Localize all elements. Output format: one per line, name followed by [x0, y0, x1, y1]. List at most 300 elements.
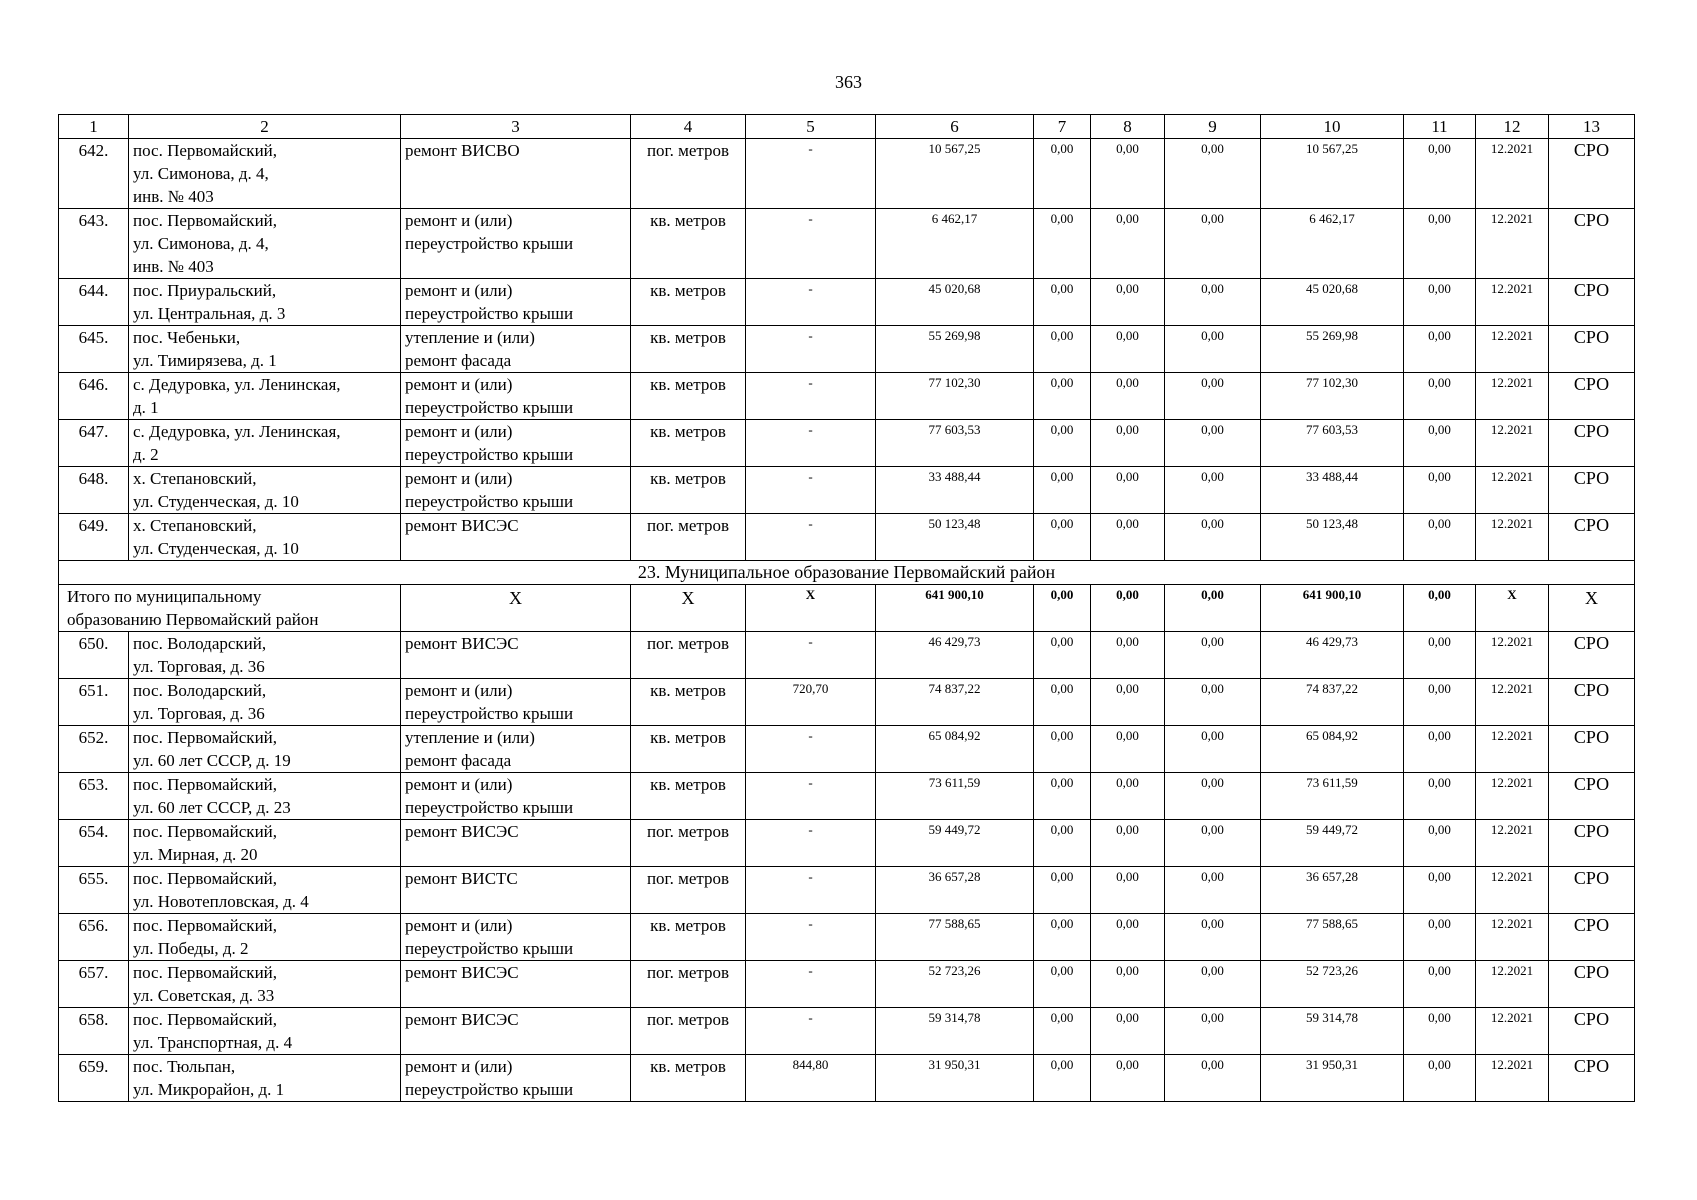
work-type-cell [401, 726, 631, 773]
value-cell-c6: 65 084,92 [876, 726, 1034, 773]
address-cell-line: пос. Первомайский, [133, 916, 278, 935]
address-cell-line: с. Дедуровка, ул. Ленинская, [133, 375, 341, 394]
table-row [59, 373, 1635, 420]
work-type-cell [401, 279, 631, 326]
row-number: 646. [59, 373, 129, 420]
value-cell-c11: 0,00 [1404, 326, 1476, 373]
value-cell-c9: 0,00 [1165, 726, 1261, 773]
value-cell-c11: 0,00 [1404, 820, 1476, 867]
table-row [59, 726, 1635, 773]
value-cell-c8: 0,00 [1091, 420, 1165, 467]
address-cell-line: с. Дедуровка, ул. Ленинская, [133, 422, 341, 441]
value-cell-c5: - [746, 514, 876, 561]
value-cell-c9: 0,00 [1165, 139, 1261, 209]
value-cell-c9: 0,00 [1165, 679, 1261, 726]
total-c3: X [401, 585, 631, 632]
executor-cell: СРО [1549, 209, 1635, 279]
address-cell-line: пос. Первомайский, [133, 869, 278, 888]
value-cell-c11: 0,00 [1404, 279, 1476, 326]
value-cell-c10: 77 102,30 [1261, 373, 1404, 420]
value-cell-c5: - [746, 139, 876, 209]
value-cell-c11: 0,00 [1404, 726, 1476, 773]
value-cell-c10: 65 084,92 [1261, 726, 1404, 773]
address-cell-line: инв. № 403 [133, 187, 214, 206]
value-cell-c8: 0,00 [1091, 514, 1165, 561]
total-c13: X [1549, 585, 1635, 632]
value-cell-c8: 0,00 [1091, 961, 1165, 1008]
value-cell-c5: - [746, 1008, 876, 1055]
value-cell-c10: 36 657,28 [1261, 867, 1404, 914]
value-cell-c12: 12.2021 [1476, 726, 1549, 773]
address-cell [129, 139, 401, 209]
column-header-5: 5 [746, 115, 876, 139]
address-cell-line: ул. Новотепловская, д. 4 [133, 892, 309, 911]
work-type-cell [401, 139, 631, 209]
row-number: 651. [59, 679, 129, 726]
address-cell-line: пос. Чебеньки, [133, 328, 241, 347]
value-cell-c7: 0,00 [1034, 1055, 1091, 1102]
value-cell-c12: 12.2021 [1476, 139, 1549, 209]
address-cell-line: инв. № 403 [133, 257, 214, 276]
value-cell-c6: 31 950,31 [876, 1055, 1034, 1102]
value-cell-c12: 12.2021 [1476, 820, 1549, 867]
work-type-cell-line: утепление и (или) [405, 728, 535, 747]
unit-cell: кв. метров [631, 373, 746, 420]
section-title: 23. Муниципальное образование Первомайский район [59, 561, 1635, 585]
value-cell-c5: - [746, 914, 876, 961]
table-row [59, 514, 1635, 561]
value-cell-c8: 0,00 [1091, 373, 1165, 420]
total-label-line: образованию Первомайский район [67, 610, 319, 629]
value-cell-c5: - [746, 773, 876, 820]
address-cell [129, 867, 401, 914]
unit-cell: пог. метров [631, 820, 746, 867]
value-cell-c7: 0,00 [1034, 961, 1091, 1008]
value-cell-c6: 55 269,98 [876, 326, 1034, 373]
address-cell-line: пос. Первомайский, [133, 1010, 278, 1029]
value-cell-c7: 0,00 [1034, 679, 1091, 726]
address-cell-line: пос. Первомайский, [133, 141, 278, 160]
value-cell-c8: 0,00 [1091, 139, 1165, 209]
value-cell-c10: 46 429,73 [1261, 632, 1404, 679]
work-type-cell [401, 961, 631, 1008]
value-cell-c8: 0,00 [1091, 1008, 1165, 1055]
value-cell-c7: 0,00 [1034, 726, 1091, 773]
work-type-cell [401, 373, 631, 420]
work-type-cell [401, 1008, 631, 1055]
value-cell-c11: 0,00 [1404, 632, 1476, 679]
value-cell-c12: 12.2021 [1476, 373, 1549, 420]
value-cell-c5: - [746, 209, 876, 279]
row-number: 658. [59, 1008, 129, 1055]
unit-cell: кв. метров [631, 420, 746, 467]
value-cell-c10: 59 314,78 [1261, 1008, 1404, 1055]
address-cell-line: пос. Тюльпан, [133, 1057, 236, 1076]
work-type-cell [401, 632, 631, 679]
unit-cell: пог. метров [631, 1008, 746, 1055]
address-cell-line: ул. Победы, д. 2 [133, 939, 249, 958]
value-cell-c9: 0,00 [1165, 326, 1261, 373]
work-type-cell-line: ремонт фасада [405, 351, 512, 370]
column-header-6: 6 [876, 115, 1034, 139]
address-cell [129, 961, 401, 1008]
work-type-cell-line: переустройство крыши [405, 234, 574, 253]
executor-cell: СРО [1549, 139, 1635, 209]
total-c12: X [1476, 585, 1549, 632]
value-cell-c6: 45 020,68 [876, 279, 1034, 326]
value-cell-c7: 0,00 [1034, 373, 1091, 420]
value-cell-c10: 74 837,22 [1261, 679, 1404, 726]
total-c10: 641 900,10 [1261, 585, 1404, 632]
value-cell-c8: 0,00 [1091, 279, 1165, 326]
executor-cell: СРО [1549, 820, 1635, 867]
value-cell-c9: 0,00 [1165, 961, 1261, 1008]
address-cell-line: ул. 60 лет СССР, д. 19 [133, 751, 291, 770]
work-type-cell-line: ремонт и (или) [405, 281, 513, 300]
value-cell-c9: 0,00 [1165, 467, 1261, 514]
row-number: 655. [59, 867, 129, 914]
total-c5: X [746, 585, 876, 632]
column-header-4: 4 [631, 115, 746, 139]
value-cell-c6: 50 123,48 [876, 514, 1034, 561]
value-cell-c6: 10 567,25 [876, 139, 1034, 209]
column-header-7: 7 [1034, 115, 1091, 139]
row-number: 654. [59, 820, 129, 867]
column-header-8: 8 [1091, 115, 1165, 139]
executor-cell: СРО [1549, 373, 1635, 420]
value-cell-c12: 12.2021 [1476, 679, 1549, 726]
unit-cell: пог. метров [631, 961, 746, 1008]
unit-cell: кв. метров [631, 726, 746, 773]
value-cell-c7: 0,00 [1034, 467, 1091, 514]
work-type-cell-line: ремонт и (или) [405, 775, 513, 794]
value-cell-c9: 0,00 [1165, 820, 1261, 867]
row-number: 653. [59, 773, 129, 820]
work-type-cell-line: переустройство крыши [405, 1080, 574, 1099]
value-cell-c5: - [746, 279, 876, 326]
address-cell [129, 679, 401, 726]
table-row [59, 326, 1635, 373]
value-cell-c12: 12.2021 [1476, 467, 1549, 514]
column-header-12: 12 [1476, 115, 1549, 139]
value-cell-c12: 12.2021 [1476, 514, 1549, 561]
value-cell-c8: 0,00 [1091, 467, 1165, 514]
value-cell-c9: 0,00 [1165, 773, 1261, 820]
row-number: 659. [59, 1055, 129, 1102]
executor-cell: СРО [1549, 1008, 1635, 1055]
value-cell-c11: 0,00 [1404, 139, 1476, 209]
column-header-2: 2 [129, 115, 401, 139]
value-cell-c12: 12.2021 [1476, 326, 1549, 373]
address-cell-line: ул. Мирная, д. 20 [133, 845, 258, 864]
work-type-cell [401, 326, 631, 373]
work-type-cell [401, 467, 631, 514]
value-cell-c11: 0,00 [1404, 373, 1476, 420]
table-row [59, 961, 1635, 1008]
value-cell-c10: 10 567,25 [1261, 139, 1404, 209]
value-cell-c11: 0,00 [1404, 1055, 1476, 1102]
work-type-cell-line: переустройство крыши [405, 398, 574, 417]
row-number: 642. [59, 139, 129, 209]
value-cell-c6: 46 429,73 [876, 632, 1034, 679]
address-cell [129, 914, 401, 961]
work-type-cell-line: ремонт и (или) [405, 469, 513, 488]
table-row [59, 279, 1635, 326]
column-header-1: 1 [59, 115, 129, 139]
unit-cell: пог. метров [631, 139, 746, 209]
address-cell [129, 279, 401, 326]
unit-cell: кв. метров [631, 773, 746, 820]
value-cell-c7: 0,00 [1034, 514, 1091, 561]
work-type-cell-line: ремонт ВИСЭС [405, 1010, 519, 1029]
address-cell [129, 420, 401, 467]
executor-cell: СРО [1549, 726, 1635, 773]
address-cell-line: пос. Первомайский, [133, 211, 278, 230]
value-cell-c12: 12.2021 [1476, 420, 1549, 467]
value-cell-c9: 0,00 [1165, 514, 1261, 561]
value-cell-c12: 12.2021 [1476, 773, 1549, 820]
row-number: 650. [59, 632, 129, 679]
value-cell-c8: 0,00 [1091, 820, 1165, 867]
work-type-cell-line: переустройство крыши [405, 304, 574, 323]
value-cell-c12: 12.2021 [1476, 1008, 1549, 1055]
value-cell-c6: 77 102,30 [876, 373, 1034, 420]
value-cell-c8: 0,00 [1091, 632, 1165, 679]
value-cell-c6: 6 462,17 [876, 209, 1034, 279]
value-cell-c7: 0,00 [1034, 279, 1091, 326]
table-row [59, 420, 1635, 467]
value-cell-c12: 12.2021 [1476, 961, 1549, 1008]
value-cell-c8: 0,00 [1091, 773, 1165, 820]
value-cell-c5: - [746, 726, 876, 773]
value-cell-c12: 12.2021 [1476, 914, 1549, 961]
value-cell-c6: 77 588,65 [876, 914, 1034, 961]
address-cell-line: пос. Первомайский, [133, 822, 278, 841]
value-cell-c10: 45 020,68 [1261, 279, 1404, 326]
value-cell-c7: 0,00 [1034, 773, 1091, 820]
table-row [59, 820, 1635, 867]
work-type-cell-line: ремонт и (или) [405, 375, 513, 394]
address-cell-line: ул. Торговая, д. 36 [133, 657, 265, 676]
value-cell-c7: 0,00 [1034, 209, 1091, 279]
value-cell-c5: - [746, 420, 876, 467]
executor-cell: СРО [1549, 420, 1635, 467]
work-type-cell-line: ремонт и (или) [405, 681, 513, 700]
address-cell [129, 373, 401, 420]
unit-cell: кв. метров [631, 467, 746, 514]
table-row [59, 467, 1635, 514]
value-cell-c10: 59 449,72 [1261, 820, 1404, 867]
row-number: 656. [59, 914, 129, 961]
address-cell-line: д. 1 [133, 398, 159, 417]
work-type-cell [401, 679, 631, 726]
total-c11: 0,00 [1404, 585, 1476, 632]
address-cell [129, 726, 401, 773]
section-row [59, 561, 1635, 585]
value-cell-c12: 12.2021 [1476, 632, 1549, 679]
work-type-cell-line: переустройство крыши [405, 798, 574, 817]
unit-cell: кв. метров [631, 279, 746, 326]
address-cell-line: пос. Первомайский, [133, 775, 278, 794]
row-number: 648. [59, 467, 129, 514]
value-cell-c11: 0,00 [1404, 420, 1476, 467]
total-label [59, 585, 401, 632]
value-cell-c11: 0,00 [1404, 867, 1476, 914]
work-type-cell [401, 820, 631, 867]
address-cell-line: пос. Володарский, [133, 681, 267, 700]
value-cell-c11: 0,00 [1404, 467, 1476, 514]
executor-cell: СРО [1549, 961, 1635, 1008]
row-number: 644. [59, 279, 129, 326]
unit-cell: пог. метров [631, 632, 746, 679]
table-row [59, 773, 1635, 820]
value-cell-c6: 33 488,44 [876, 467, 1034, 514]
work-type-cell-line: ремонт ВИСЭС [405, 963, 519, 982]
table-row [59, 867, 1635, 914]
value-cell-c8: 0,00 [1091, 726, 1165, 773]
address-cell-line: ул. Советская, д. 33 [133, 986, 275, 1005]
value-cell-c7: 0,00 [1034, 1008, 1091, 1055]
executor-cell: СРО [1549, 326, 1635, 373]
value-cell-c10: 77 603,53 [1261, 420, 1404, 467]
address-cell-line: ул. Тимирязева, д. 1 [133, 351, 277, 370]
executor-cell: СРО [1549, 632, 1635, 679]
value-cell-c9: 0,00 [1165, 373, 1261, 420]
value-cell-c7: 0,00 [1034, 914, 1091, 961]
value-cell-c7: 0,00 [1034, 632, 1091, 679]
executor-cell: СРО [1549, 867, 1635, 914]
value-cell-c8: 0,00 [1091, 1055, 1165, 1102]
row-number: 643. [59, 209, 129, 279]
value-cell-c8: 0,00 [1091, 326, 1165, 373]
work-type-cell-line: переустройство крыши [405, 939, 574, 958]
unit-cell: кв. метров [631, 326, 746, 373]
table-row [59, 632, 1635, 679]
value-cell-c10: 31 950,31 [1261, 1055, 1404, 1102]
work-type-cell [401, 867, 631, 914]
work-type-cell [401, 209, 631, 279]
unit-cell: кв. метров [631, 914, 746, 961]
value-cell-c11: 0,00 [1404, 209, 1476, 279]
value-cell-c5: 720,70 [746, 679, 876, 726]
value-cell-c9: 0,00 [1165, 632, 1261, 679]
column-header-3: 3 [401, 115, 631, 139]
value-cell-c9: 0,00 [1165, 209, 1261, 279]
value-cell-c6: 59 314,78 [876, 1008, 1034, 1055]
address-cell-line: пос. Первомайский, [133, 728, 278, 747]
work-type-cell [401, 1055, 631, 1102]
value-cell-c6: 77 603,53 [876, 420, 1034, 467]
total-c6: 641 900,10 [876, 585, 1034, 632]
value-cell-c7: 0,00 [1034, 420, 1091, 467]
address-cell [129, 326, 401, 373]
work-type-cell-line: ремонт ВИСЭС [405, 634, 519, 653]
value-cell-c5: - [746, 867, 876, 914]
value-cell-c8: 0,00 [1091, 209, 1165, 279]
table-row [59, 139, 1635, 209]
address-cell-line: д. 2 [133, 445, 159, 464]
value-cell-c10: 33 488,44 [1261, 467, 1404, 514]
value-cell-c9: 0,00 [1165, 420, 1261, 467]
total-c9: 0,00 [1165, 585, 1261, 632]
address-cell-line: ул. Центральная, д. 3 [133, 304, 286, 323]
unit-cell: кв. метров [631, 1055, 746, 1102]
value-cell-c7: 0,00 [1034, 326, 1091, 373]
total-label-line: Итого по муниципальному [67, 587, 262, 606]
table-row [59, 914, 1635, 961]
value-cell-c11: 0,00 [1404, 1008, 1476, 1055]
column-header-11: 11 [1404, 115, 1476, 139]
address-cell-line: пос. Володарский, [133, 634, 267, 653]
total-row [59, 585, 1635, 632]
work-type-cell-line: ремонт и (или) [405, 211, 513, 230]
address-cell-line: ул. Торговая, д. 36 [133, 704, 265, 723]
value-cell-c12: 12.2021 [1476, 867, 1549, 914]
work-type-cell-line: ремонт и (или) [405, 1057, 513, 1076]
executor-cell: СРО [1549, 773, 1635, 820]
address-cell-line: ул. Транспортная, д. 4 [133, 1033, 293, 1052]
address-cell [129, 1008, 401, 1055]
address-cell [129, 209, 401, 279]
column-header-9: 9 [1165, 115, 1261, 139]
value-cell-c5: - [746, 961, 876, 1008]
value-cell-c5: - [746, 326, 876, 373]
address-cell-line: ул. 60 лет СССР, д. 23 [133, 798, 291, 817]
value-cell-c7: 0,00 [1034, 139, 1091, 209]
value-cell-c10: 55 269,98 [1261, 326, 1404, 373]
value-cell-c10: 77 588,65 [1261, 914, 1404, 961]
executor-cell: СРО [1549, 1055, 1635, 1102]
value-cell-c9: 0,00 [1165, 914, 1261, 961]
value-cell-c5: - [746, 820, 876, 867]
value-cell-c5: - [746, 632, 876, 679]
value-cell-c11: 0,00 [1404, 773, 1476, 820]
value-cell-c10: 52 723,26 [1261, 961, 1404, 1008]
value-cell-c7: 0,00 [1034, 867, 1091, 914]
row-number: 645. [59, 326, 129, 373]
value-cell-c11: 0,00 [1404, 679, 1476, 726]
value-cell-c7: 0,00 [1034, 820, 1091, 867]
address-cell-line: ул. Симонова, д. 4, [133, 164, 269, 183]
work-type-cell [401, 420, 631, 467]
total-c4: X [631, 585, 746, 632]
value-cell-c12: 12.2021 [1476, 209, 1549, 279]
work-type-cell [401, 914, 631, 961]
value-cell-c10: 73 611,59 [1261, 773, 1404, 820]
address-cell [129, 514, 401, 561]
value-cell-c8: 0,00 [1091, 914, 1165, 961]
value-cell-c9: 0,00 [1165, 279, 1261, 326]
value-cell-c9: 0,00 [1165, 867, 1261, 914]
value-cell-c10: 50 123,48 [1261, 514, 1404, 561]
address-cell-line: ул. Студенческая, д. 10 [133, 492, 299, 511]
address-cell [129, 773, 401, 820]
value-cell-c5: - [746, 373, 876, 420]
table-row [59, 1055, 1635, 1102]
address-cell-line: х. Степановский, [133, 469, 257, 488]
value-cell-c6: 36 657,28 [876, 867, 1034, 914]
page-number: 363 [835, 72, 862, 92]
unit-cell: кв. метров [631, 209, 746, 279]
value-cell-c11: 0,00 [1404, 961, 1476, 1008]
column-number-header [59, 115, 1635, 139]
value-cell-c5: - [746, 467, 876, 514]
work-type-cell-line: переустройство крыши [405, 492, 574, 511]
total-c7: 0,00 [1034, 585, 1091, 632]
work-type-cell-line: ремонт и (или) [405, 422, 513, 441]
address-cell [129, 1055, 401, 1102]
value-cell-c8: 0,00 [1091, 867, 1165, 914]
